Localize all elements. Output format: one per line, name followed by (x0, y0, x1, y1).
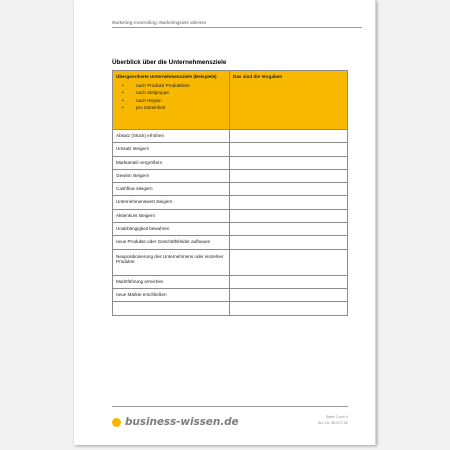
logo-text: business-wissen.de (125, 416, 239, 428)
goal-cell: Neupositionierung des Unternehmens oder einzelner Produkte (113, 249, 230, 275)
business-wissen-logo (112, 415, 239, 429)
goals-header-title: Übergeordnete Unternehmensziele (Beispiele) (116, 74, 217, 79)
goal-cell: Marktführung erreichen (113, 275, 230, 288)
table-row (113, 209, 348, 222)
targets-header-title: Das sind die Vorgaben (233, 74, 283, 79)
target-cell (230, 183, 348, 196)
goal-cell: Cashflow steigern (113, 183, 230, 196)
table-row (113, 169, 348, 182)
bullet-item: • nach Zielgruppe (121, 89, 226, 97)
target-cell (230, 130, 348, 143)
goal-cell (113, 302, 230, 315)
article-number: Art.-Nr. 06.077.02 (318, 421, 348, 426)
goal-cell: neue Märkte erschließen (113, 288, 230, 301)
section-title: Überblick über die Unternehmensziele (112, 59, 227, 66)
bullet-item: • pro Zeiteinheit (121, 104, 226, 112)
table-header-row (113, 71, 348, 130)
goals-bullet-list (116, 82, 226, 112)
goal-cell: Unternehmenswert steigern (113, 196, 230, 209)
target-cell (230, 156, 348, 169)
target-cell (230, 196, 348, 209)
bullet-item: • nach Produkt/ Produktlinie (121, 82, 226, 90)
bullet-item: • nach Region (121, 97, 226, 105)
goals-table (112, 70, 348, 316)
page-number: Seite 2 von 4 (325, 415, 348, 419)
goal-cell: Umsatz steigern (113, 143, 230, 156)
table-row (113, 302, 348, 315)
table-row (113, 223, 348, 236)
goal-cell: Unabhängigkeit bewahren (113, 223, 230, 236)
logo-dot-icon (112, 418, 121, 427)
footer-divider (112, 406, 348, 407)
table-row (113, 130, 348, 143)
table-row (113, 143, 348, 156)
goal-cell: Absatz (Stück) erhöhen (113, 130, 230, 143)
target-cell (230, 209, 348, 222)
goal-cell: Aktienkurs steigern (113, 209, 230, 222)
table-row (113, 288, 348, 301)
target-cell (230, 223, 348, 236)
table-header-goals (113, 71, 230, 130)
table-row (113, 183, 348, 196)
target-cell (230, 275, 348, 288)
target-cell (230, 236, 348, 249)
table-row (113, 275, 348, 288)
footer-meta (278, 414, 348, 426)
table-row (113, 236, 348, 249)
table-row (113, 249, 348, 275)
table-row (113, 196, 348, 209)
goal-cell: Gewinn steigern (113, 169, 230, 182)
target-cell (230, 249, 348, 275)
table-header-targets (230, 71, 348, 130)
goal-cell: Marktanteil vergrößern (113, 156, 230, 169)
target-cell (230, 302, 348, 315)
target-cell (230, 169, 348, 182)
table-row (113, 156, 348, 169)
target-cell (230, 288, 348, 301)
goal-cell: neue Produkte oder Geschäftsfelder aufbauen (113, 236, 230, 249)
target-cell (230, 143, 348, 156)
document-header: Marketing-Controlling: Marketingziele ableiten (112, 20, 362, 28)
